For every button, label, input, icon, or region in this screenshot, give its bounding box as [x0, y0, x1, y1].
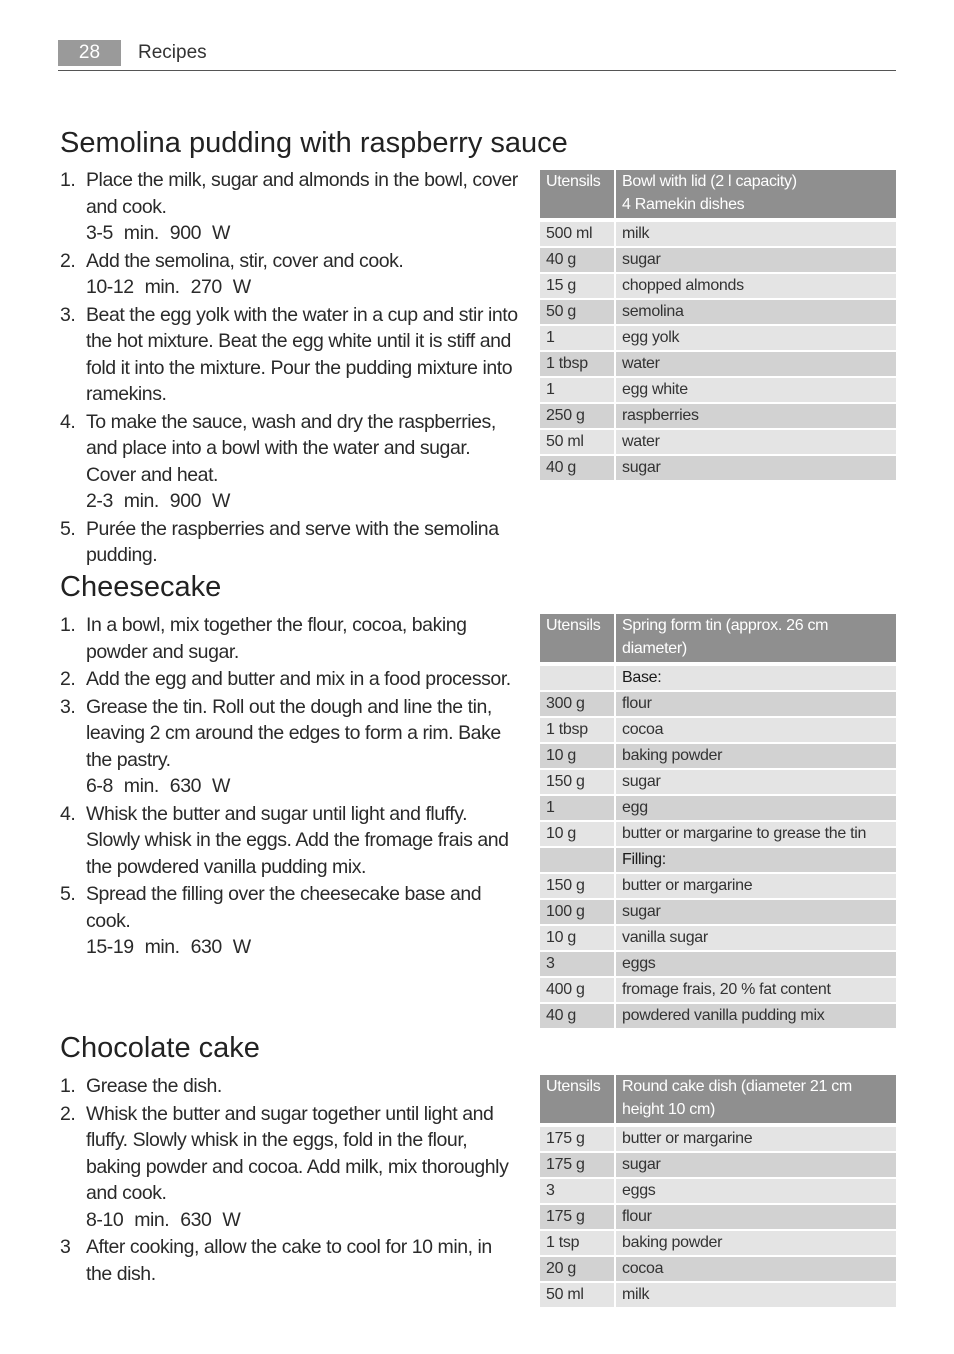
ingredient-row	[540, 1230, 896, 1256]
ingredient-quantity: 500 ml	[540, 220, 615, 247]
ingredient-row	[540, 325, 896, 351]
ingredient-name: fromage frais, 20 % fat content	[615, 977, 896, 1003]
step-time: 10-12 min. 270 W	[86, 276, 251, 298]
ingredient-row	[540, 377, 896, 403]
recipe-step	[60, 516, 522, 569]
ingredient-quantity: 15 g	[540, 273, 615, 299]
step-time: 3-5 min. 900 W	[86, 222, 230, 244]
step-number: 2.	[60, 249, 76, 272]
utensils-label: Utensils	[540, 1075, 615, 1125]
ingredient-quantity: 175 g	[540, 1152, 615, 1178]
ingredient-name: water	[615, 429, 896, 455]
recipe-steps	[60, 1073, 522, 1288]
recipe-step	[60, 409, 522, 515]
recipe-step	[60, 666, 522, 693]
ingredient-quantity: 1 tbsp	[540, 717, 615, 743]
ingredient-name: egg white	[615, 377, 896, 403]
ingredient-row	[540, 351, 896, 377]
recipe-step	[60, 881, 522, 961]
step-number: 1.	[60, 614, 76, 636]
step-text: Grease the tin. Roll out the dough and line the tin, leaving 2 cm around the edges to form a rim. Bake the pastry.	[86, 695, 501, 771]
step-text: Add the egg and butter and mix in a food processor.	[86, 668, 511, 690]
ingredient-quantity: 40 g	[540, 247, 615, 273]
step-text: Spread the filling over the cheesecake base and cook.	[86, 883, 482, 932]
ingredient-row	[540, 795, 896, 821]
step-number: 2.	[60, 668, 76, 690]
step-number: 3.	[60, 695, 76, 718]
ingredient-row	[540, 925, 896, 951]
ingredient-row	[540, 977, 896, 1003]
ingredient-name: butter or margarine	[615, 1125, 896, 1152]
recipe-steps	[60, 612, 522, 962]
recipe-step	[60, 302, 522, 408]
ingredient-subheading	[540, 847, 896, 873]
ingredients-table	[540, 614, 896, 1030]
ingredient-name: baking powder	[615, 743, 896, 769]
ingredient-quantity: 1	[540, 325, 615, 351]
ingredient-name: cocoa	[615, 717, 896, 743]
section-title: Recipes	[138, 42, 207, 63]
ingredient-name: Base:	[615, 664, 896, 691]
step-text: Add the semolina, stir, cover and cook.	[86, 249, 404, 272]
step-number: 2.	[60, 1102, 76, 1125]
step-text: Place the milk, sugar and almonds in the bowl, cover and cook.	[86, 169, 518, 218]
ingredient-name: sugar	[615, 899, 896, 925]
recipe-step	[60, 1234, 522, 1287]
utensils-label: Utensils	[540, 614, 615, 664]
recipe-step	[60, 801, 522, 881]
recipe-step	[60, 1101, 522, 1234]
ingredient-row	[540, 743, 896, 769]
ingredient-row	[540, 873, 896, 899]
ingredient-quantity: 40 g	[540, 1003, 615, 1029]
step-text: In a bowl, mix together the flour, cocoa, baking powder and sugar.	[86, 614, 467, 663]
ingredient-row	[540, 220, 896, 247]
utensils-value: Spring form tin (approx. 26 cm diameter)	[615, 614, 896, 664]
ingredient-quantity: 3	[540, 1178, 615, 1204]
recipe-step	[60, 612, 522, 665]
step-time: 8-10 min. 630 W	[86, 1208, 241, 1231]
ingredient-row	[540, 1178, 896, 1204]
page-number: 28	[58, 40, 121, 66]
ingredient-quantity: 1	[540, 795, 615, 821]
ingredient-quantity: 250 g	[540, 403, 615, 429]
recipe-step	[60, 1073, 522, 1100]
ingredient-quantity: 1 tbsp	[540, 351, 615, 377]
ingredient-quantity: 175 g	[540, 1204, 615, 1230]
ingredient-row	[540, 899, 896, 925]
step-number: 4.	[60, 410, 76, 433]
step-number: 3	[60, 1236, 71, 1258]
ingredient-name: egg yolk	[615, 325, 896, 351]
step-time: 2-3 min. 900 W	[86, 490, 230, 512]
ingredient-name: milk	[615, 220, 896, 247]
ingredient-quantity: 50 ml	[540, 429, 615, 455]
ingredient-quantity: 3	[540, 951, 615, 977]
ingredient-name: vanilla sugar	[615, 925, 896, 951]
ingredient-row	[540, 273, 896, 299]
ingredient-name: flour	[615, 691, 896, 717]
step-time: 15-19 min. 630 W	[86, 936, 251, 958]
ingredient-row	[540, 1256, 896, 1282]
ingredient-quantity: 10 g	[540, 821, 615, 847]
ingredient-quantity: 1	[540, 377, 615, 403]
ingredient-row	[540, 821, 896, 847]
ingredient-name: sugar	[615, 1152, 896, 1178]
ingredient-quantity: 150 g	[540, 769, 615, 795]
ingredient-row	[540, 247, 896, 273]
ingredient-row	[540, 299, 896, 325]
utensils-row	[540, 1075, 896, 1125]
utensils-value: Bowl with lid (2 l capacity) 4 Ramekin dishes	[615, 170, 896, 220]
ingredient-name: milk	[615, 1282, 896, 1308]
ingredient-name: sugar	[615, 455, 896, 481]
ingredient-row	[540, 403, 896, 429]
ingredient-quantity: 400 g	[540, 977, 615, 1003]
recipe-title: Chocolate cake	[60, 1032, 260, 1064]
step-number: 5.	[60, 517, 76, 540]
ingredient-row	[540, 769, 896, 795]
utensils-value: Round cake dish (diameter 21 cm height 10 cm)	[615, 1075, 896, 1125]
step-number: 4.	[60, 802, 76, 825]
step-number: 5.	[60, 883, 76, 905]
ingredient-row	[540, 717, 896, 743]
ingredient-quantity: 100 g	[540, 899, 615, 925]
ingredient-quantity: 10 g	[540, 925, 615, 951]
step-text: Grease the dish.	[86, 1075, 222, 1097]
ingredient-quantity: 20 g	[540, 1256, 615, 1282]
step-number: 3.	[60, 303, 76, 326]
utensils-label: Utensils	[540, 170, 615, 220]
ingredient-row	[540, 1282, 896, 1308]
ingredient-quantity: 50 g	[540, 299, 615, 325]
ingredient-quantity: 300 g	[540, 691, 615, 717]
ingredient-name: flour	[615, 1204, 896, 1230]
recipe-step	[60, 167, 522, 247]
ingredient-quantity: 50 ml	[540, 1282, 615, 1308]
step-number: 1.	[60, 169, 76, 191]
ingredient-name: sugar	[615, 769, 896, 795]
ingredient-name: raspberries	[615, 403, 896, 429]
ingredient-row	[540, 455, 896, 481]
ingredient-quantity	[540, 664, 615, 691]
ingredient-name: eggs	[615, 1178, 896, 1204]
ingredient-name: semolina	[615, 299, 896, 325]
ingredient-name: egg	[615, 795, 896, 821]
ingredient-name: Filling:	[615, 847, 896, 873]
step-text: After cooking, allow the cake to cool for 10 min, in the dish.	[86, 1236, 492, 1285]
page-header	[58, 40, 896, 71]
ingredient-name: eggs	[615, 951, 896, 977]
recipe-step	[60, 248, 522, 301]
recipe-steps	[60, 167, 522, 570]
step-text: To make the sauce, wash and dry the raspberries, and place into a bowl with the water and sugar. Cover and heat.	[86, 410, 496, 486]
recipe-step	[60, 694, 522, 800]
ingredient-name: butter or margarine	[615, 873, 896, 899]
ingredients-table	[540, 170, 896, 482]
ingredient-row	[540, 1204, 896, 1230]
ingredient-row	[540, 1125, 896, 1152]
ingredient-name: powdered vanilla pudding mix	[615, 1003, 896, 1029]
ingredient-quantity: 10 g	[540, 743, 615, 769]
ingredient-row	[540, 429, 896, 455]
ingredient-name: chopped almonds	[615, 273, 896, 299]
ingredient-name: cocoa	[615, 1256, 896, 1282]
ingredient-name: butter or margarine to grease the tin	[615, 821, 896, 847]
ingredient-quantity: 1 tsp	[540, 1230, 615, 1256]
ingredient-name: baking powder	[615, 1230, 896, 1256]
ingredient-row	[540, 951, 896, 977]
ingredient-quantity	[540, 847, 615, 873]
step-text: Purée the raspberries and serve with the semolina pudding.	[86, 517, 499, 566]
ingredient-row	[540, 691, 896, 717]
step-text: Whisk the butter and sugar together until light and fluffy. Slowly whisk in the eggs, fold in the flour, baking powder and cocoa. Add milk, mix thoroughly and cook.	[86, 1102, 509, 1204]
ingredient-subheading	[540, 664, 896, 691]
ingredient-row	[540, 1152, 896, 1178]
ingredient-name: water	[615, 351, 896, 377]
utensils-row	[540, 614, 896, 664]
step-text: Whisk the butter and sugar until light and fluffy. Slowly whisk in the eggs. Add the fromage frais and the powdered vanilla pudding mix.	[86, 802, 509, 878]
ingredient-quantity: 40 g	[540, 455, 615, 481]
recipe-title: Cheesecake	[60, 571, 222, 603]
recipe-title: Semolina pudding with raspberry sauce	[60, 127, 568, 159]
ingredient-quantity: 175 g	[540, 1125, 615, 1152]
ingredient-quantity: 150 g	[540, 873, 615, 899]
utensils-row	[540, 170, 896, 220]
step-text: Beat the egg yolk with the water in a cup and stir into the hot mixture. Beat the egg white until it is stiff and fold it into the mixture. Pour the pudding mixture into ramekins.	[86, 303, 518, 405]
ingredient-name: sugar	[615, 247, 896, 273]
ingredient-row	[540, 1003, 896, 1029]
step-time: 6-8 min. 630 W	[86, 775, 230, 797]
step-number: 1.	[60, 1075, 76, 1097]
ingredients-table	[540, 1075, 896, 1309]
